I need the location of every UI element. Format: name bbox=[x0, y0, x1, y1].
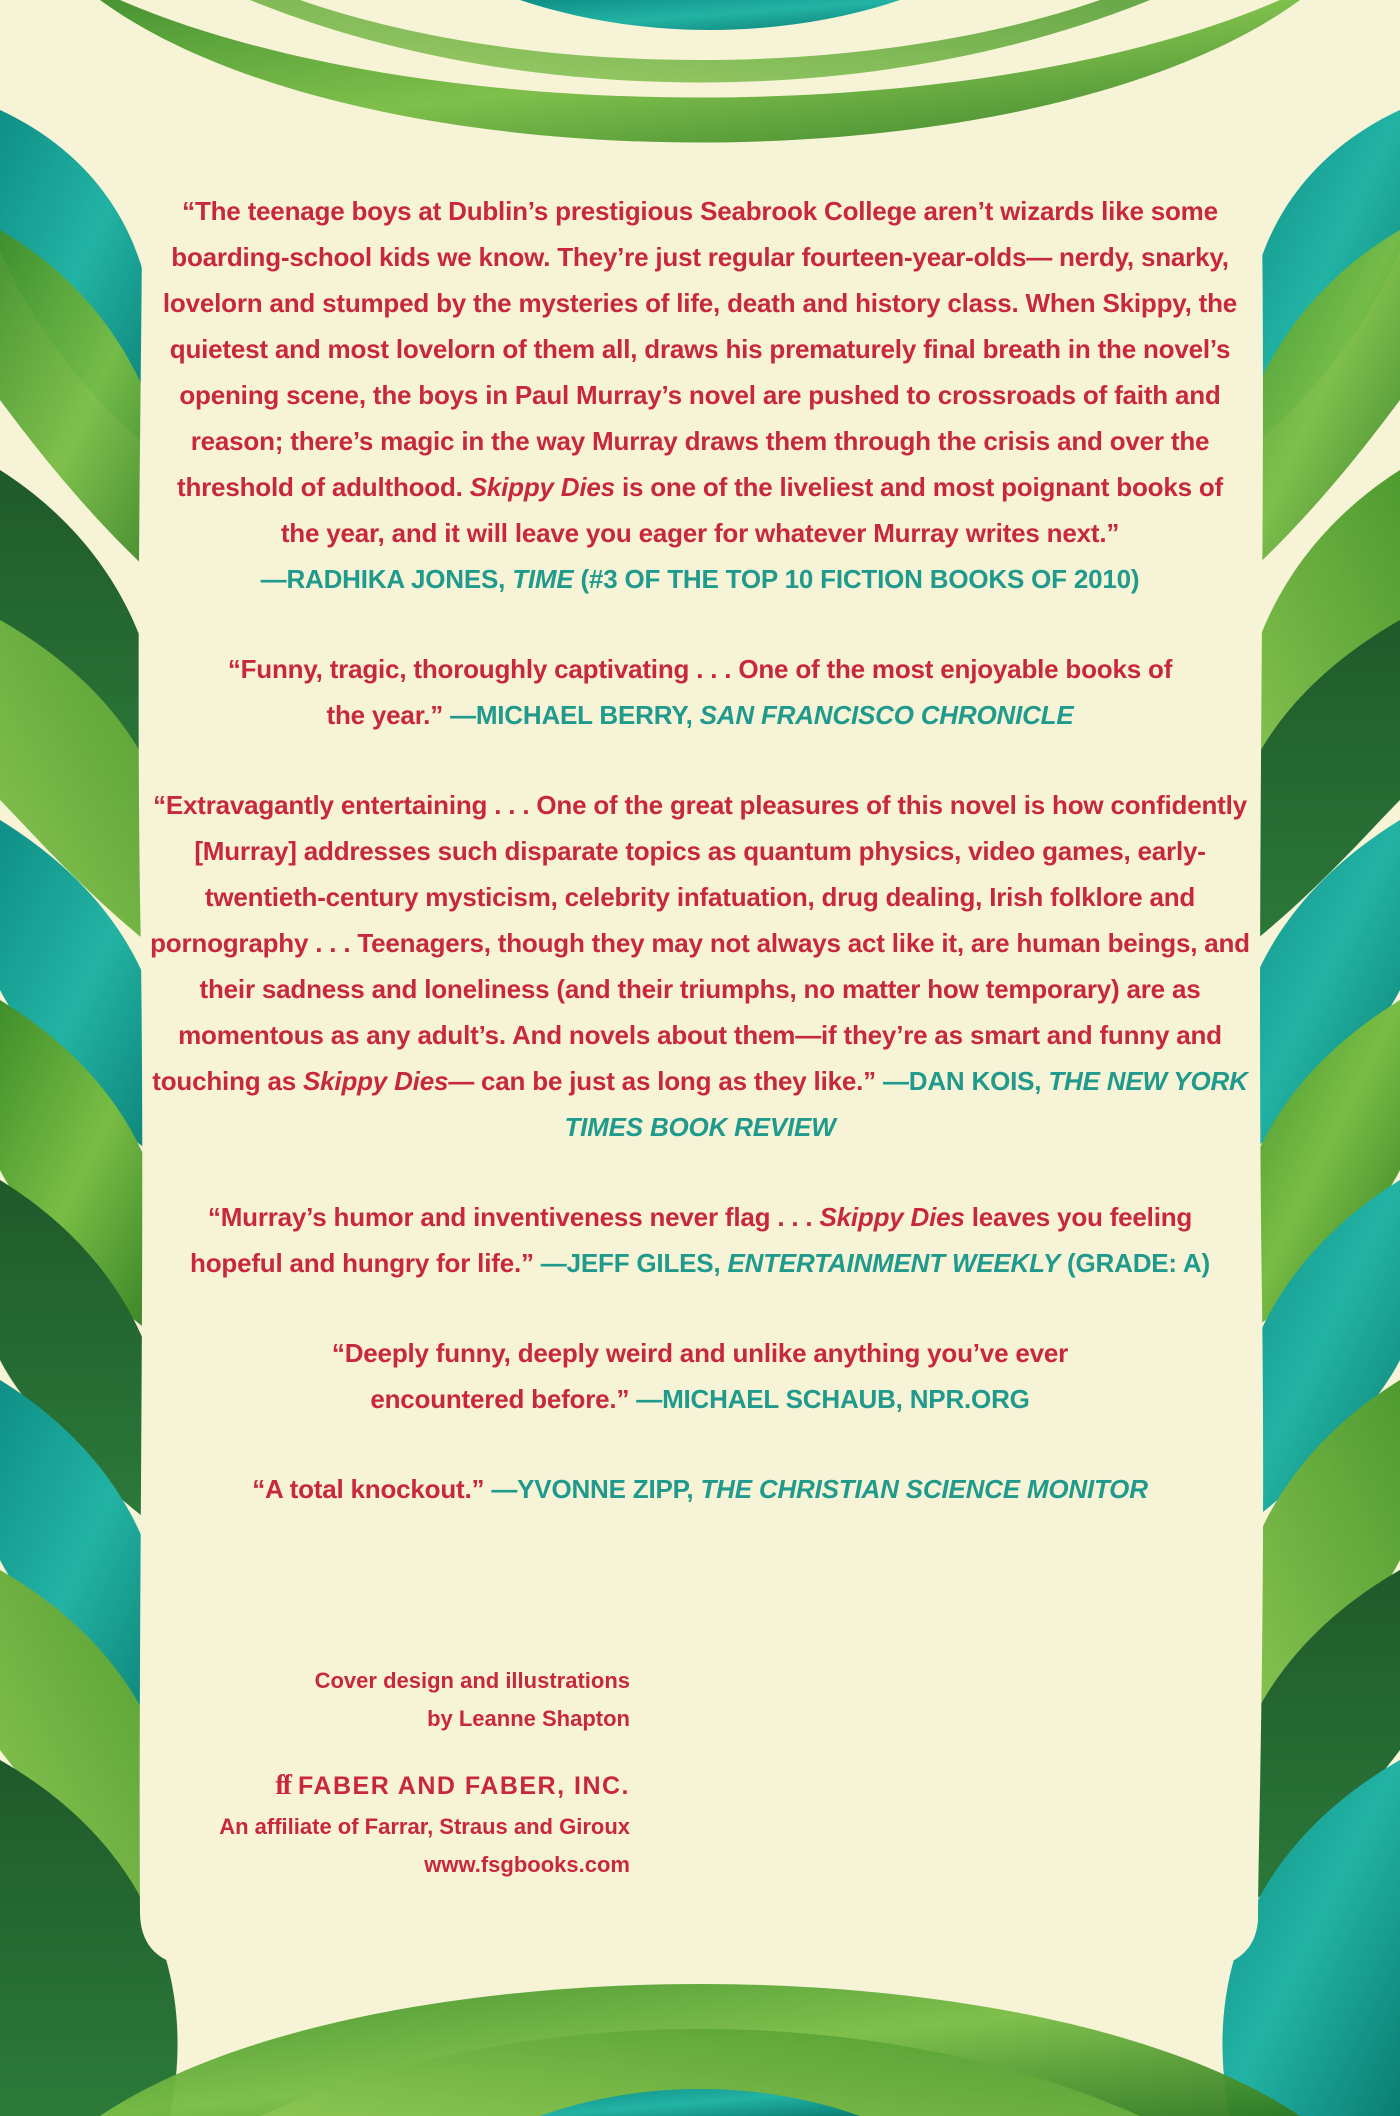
review-quote: “Funny, tragic, thoroughly captivating . . . One of the most enjoyable books of the year.” —MICHAEL BERRY, SAN FRANCISCO CHRONICLE bbox=[227, 654, 1173, 730]
quote-attribution: —MICHAEL SCHAUB, NPR.ORG bbox=[629, 1384, 1030, 1414]
publisher-website: www.fsgbooks.com bbox=[424, 1852, 630, 1877]
faber-logo-icon: ff bbox=[275, 1770, 291, 1801]
publisher-name: ff FABER AND FABER, INC. bbox=[275, 1770, 630, 1801]
design-credit-line: Cover design and illustrations bbox=[314, 1668, 630, 1693]
quote-attribution: —YVONNE ZIPP, THE CHRISTIAN SCIENCE MONITOR bbox=[484, 1474, 1148, 1504]
review-quote: “Murray’s humor and inventiveness never flag . . . Skippy Dies leaves you feeling hopeful and hungry for life.” —JEFF GILES, ENTERTAINMENT WEEKLY (GRADE: A) bbox=[190, 1202, 1210, 1278]
review-quote: “A total knockout.” —YVONNE ZIPP, THE CHRISTIAN SCIENCE MONITOR bbox=[252, 1474, 1148, 1504]
quote-attribution: —MICHAEL BERRY, SAN FRANCISCO CHRONICLE bbox=[443, 700, 1074, 730]
review-quote: “Extravagantly entertaining . . . One of the great pleasures of this novel is how confidently [Murray] addresses such disparate topics as quantum physics, video games, early-twentieth-century mysticism, celebrity infatuation, drug dealing, Irish folklore and pornography . . . Teenagers, though they may not always act like it, are human beings, and their sadness and loneliness (and their triumphs, no matter how temporary) are as momentous as any adult’s. And novels about them—if they’re as smart and funny and touching as Skippy Dies— can be just as long as they like.” —DAN KOIS, THE NEW YORK TIMES BOOK REVIEW bbox=[150, 790, 1250, 1142]
review-quote: “Deeply funny, deeply weird and unlike anything you’ve ever encountered before.” —MICHAEL SCHAUB, NPR.ORG bbox=[331, 1338, 1069, 1414]
quote-attribution: —DAN KOIS, THE NEW YORK TIMES BOOK REVIEW bbox=[564, 1066, 1248, 1142]
quote-attribution: —JEFF GILES, ENTERTAINMENT WEEKLY (GRADE: A) bbox=[533, 1248, 1210, 1278]
review-quotes bbox=[150, 188, 1250, 1552]
cover-design-credit bbox=[150, 1662, 630, 1738]
quote-attribution: —RADHIKA JONES, TIME (#3 OF THE TOP 10 FICTION BOOKS OF 2010) bbox=[260, 564, 1140, 594]
publisher-affiliate: An affiliate of Farrar, Straus and Giroux bbox=[219, 1814, 630, 1839]
design-credit-line: by Leanne Shapton bbox=[427, 1706, 630, 1731]
cover-credits bbox=[150, 1662, 630, 1884]
review-quote: “The teenage boys at Dublin’s prestigious Seabrook College aren’t wizards like some boarding-school kids we know. They’re just regular fourteen-year-olds— nerdy, snarky, lovelorn and stumped by the mysteries of life, death and history class. When Skippy, the quietest and most lovelorn of them all, draws his prematurely final breath in the novel’s opening scene, the boys in Paul Murray’s novel are pushed to crossroads of faith and reason; there’s magic in the way Murray draws them through the crisis and over the threshold of adulthood. Skippy Dies is one of the liveliest and most poignant books of the year, and it will leave you eager for whatever Murray writes next.” —RADHIKA JONES, TIME (#3 OF THE TOP 10 FICTION BOOKS OF 2010) bbox=[162, 196, 1238, 594]
